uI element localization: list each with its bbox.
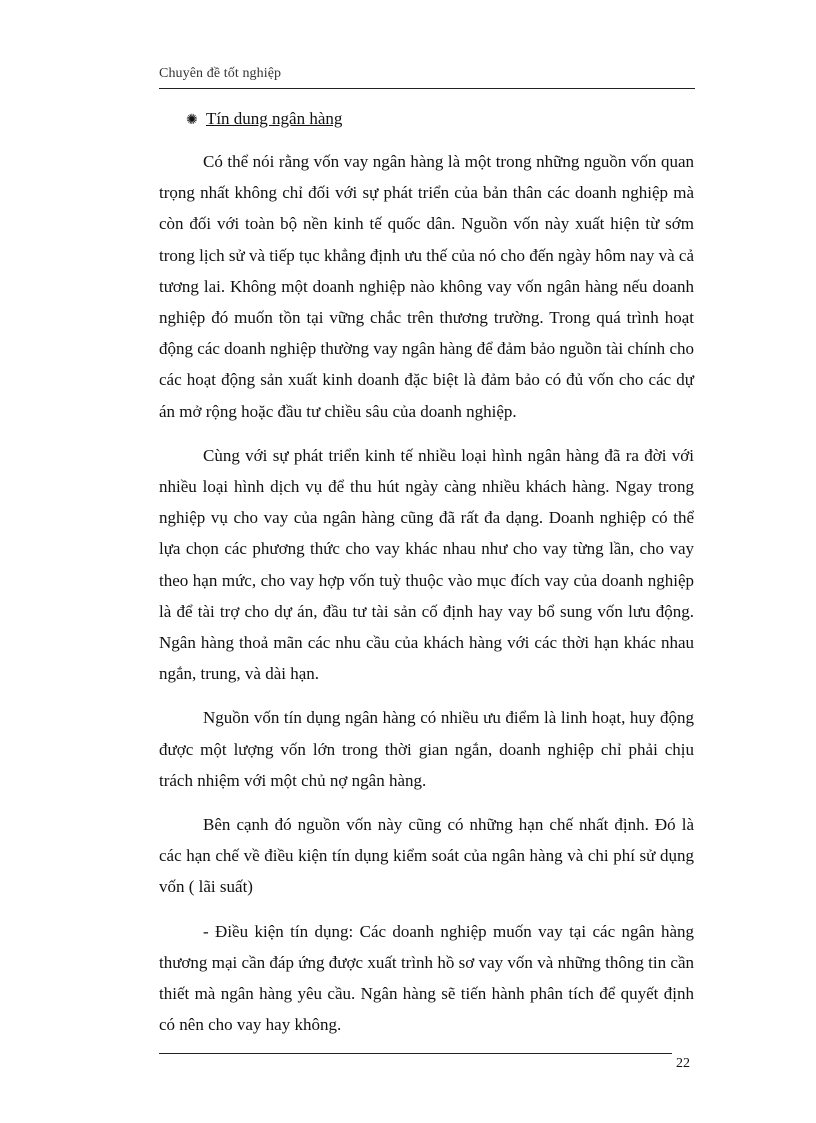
- footer-divider: [159, 1053, 672, 1054]
- paragraph: - Điều kiện tín dụng: Các doanh nghiệp muốn vay tại các ngân hàng thương mại cần đáp ứng được xuất trình hồ sơ vay vốn và những thông tin cần thiết mà ngân hàng yêu cầu. Ngân hàng sẽ tiến hành phân tích để quyết định có nên cho vay hay không.: [159, 921, 694, 1035]
- paragraph: Nguồn vốn tín dụng ngân hàng có nhiều ưu điểm là linh hoạt, huy động được một lượng vốn lớn trong thời gian ngắn, doanh nghiệp chỉ phải chịu trách nhiệm với một chủ nợ ngân hàng.: [159, 708, 694, 790]
- section-heading-text: Tín dung ngân hàng: [205, 109, 343, 128]
- paragraph: Bên cạnh đó nguồn vốn này cũng có những hạn chế nhất định. Đó là các hạn chế về điều kiện tín dụng kiểm soát của ngân hàng và chi phí sử dụng vốn ( lãi suất): [159, 815, 694, 897]
- section-heading: [186, 109, 342, 129]
- asterisk-bullet-icon: ✺: [186, 113, 198, 128]
- paragraph: Có thể nói rằng vốn vay ngân hàng là một trong những nguồn vốn quan trọng nhất không chỉ đối với sự phát triển của bản thân các doanh nghiệp mà còn đối với toàn bộ nền kinh tế quốc dân. Nguồn vốn này xuất hiện từ sớm trong lịch sử và tiếp tục khẳng định ưu thế của nó cho đến ngày hôm nay và cả tương lai. Không một doanh nghiệp nào không vay vốn ngân hàng nếu doanh nghiệp đó muốn tồn tại vững chắc trên thương trường. Trong quá trình hoạt động các doanh nghiệp thường vay ngân hàng để đảm bảo nguồn tài chính cho các hoạt động sản xuất kinh doanh đặc biệt là đảm bảo có đủ vốn cho các dự án mở rộng hoặc đầu tư chiều sâu của doanh nghiệp.: [159, 152, 694, 421]
- header-divider: [159, 88, 695, 89]
- body-text: [159, 146, 694, 1053]
- paragraph: Cùng với sự phát triển kinh tế nhiều loại hình ngân hàng đã ra đời với nhiều loại hình dịch vụ để thu hút ngày càng nhiều khách hàng. Ngay trong nghiệp vụ cho vay của ngân hàng cũng đã rất đa dạng. Doanh nghiệp có thể lựa chọn các phương thức cho vay khác nhau như cho vay từng lần, cho vay theo hạn mức, cho vay hợp vốn tuỳ thuộc vào mục đích vay của doanh nghiệp là để tài trợ cho dự án, đầu tư tài sản cố định hay vay bổ sung vốn lưu động. Ngân hàng thoả mãn các nhu cầu của khách hàng với các thời hạn khác nhau ngắn, trung, và dài hạn.: [159, 445, 694, 684]
- page-header-title: Chuyên đề tốt nghiệp: [159, 66, 282, 81]
- page-number: 22: [676, 1056, 690, 1071]
